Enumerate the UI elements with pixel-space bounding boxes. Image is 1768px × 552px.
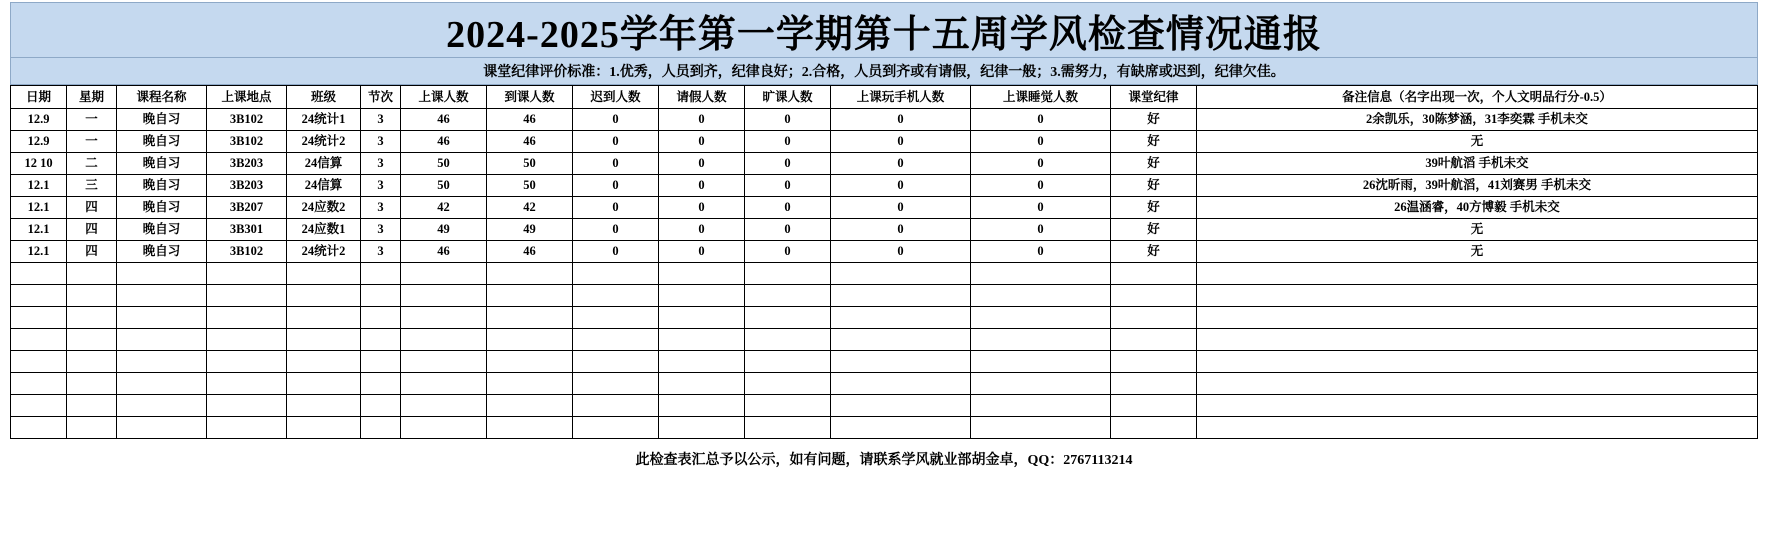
cell-attended[interactable]: 46 [487,109,573,131]
cell-late[interactable]: 0 [573,131,659,153]
cell-period[interactable]: 3 [361,219,401,241]
cell-empty[interactable] [361,373,401,395]
cell-enrolled[interactable]: 46 [401,241,487,263]
cell-phone-use[interactable]: 0 [831,153,971,175]
cell-date[interactable]: 12.9 [11,131,67,153]
cell-empty[interactable] [1111,417,1197,439]
cell-empty[interactable] [487,351,573,373]
cell-late[interactable]: 0 [573,219,659,241]
cell-discipline[interactable]: 好 [1111,219,1197,241]
cell-empty[interactable] [67,307,117,329]
cell-empty[interactable] [1111,373,1197,395]
cell-empty[interactable] [287,329,361,351]
cell-period[interactable]: 3 [361,197,401,219]
cell-empty[interactable] [971,417,1111,439]
evaluation-criteria-bar [10,58,1758,85]
cell-empty[interactable] [11,307,67,329]
cell-course[interactable]: 晚自习 [117,241,207,263]
cell-empty[interactable] [1197,373,1758,395]
cell-leave[interactable]: 0 [659,153,745,175]
cell-empty[interactable] [831,417,971,439]
cell-empty[interactable] [487,307,573,329]
cell-empty[interactable] [487,285,573,307]
cell-empty[interactable] [361,285,401,307]
table-row-empty [11,395,1758,417]
cell-class[interactable]: 24信算 [287,153,361,175]
column-header-class: 班级 [287,86,361,109]
column-header-course: 课程名称 [117,86,207,109]
cell-empty[interactable] [487,373,573,395]
cell-empty[interactable] [401,351,487,373]
cell-absent[interactable]: 0 [745,175,831,197]
cell-absent[interactable]: 0 [745,109,831,131]
cell-empty[interactable] [1197,263,1758,285]
cell-remarks[interactable]: 2余凯乐，30陈梦涵，31李奕霖 手机未交 [1197,109,1758,131]
cell-empty[interactable] [831,307,971,329]
cell-empty[interactable] [361,351,401,373]
cell-empty[interactable] [11,351,67,373]
cell-empty[interactable] [361,307,401,329]
cell-class[interactable]: 24统计2 [287,131,361,153]
evaluation-criteria-text: 课堂纪律评价标准：1.优秀，人员到齐，纪律良好；2.合格，人员到齐或有请假，纪律一般；3.需努力，有缺席或迟到，纪律欠佳。 [483,65,1285,80]
spreadsheet-sheet [0,2,1768,552]
cell-empty[interactable] [1197,417,1758,439]
cell-empty[interactable] [831,373,971,395]
document-title-bar [10,2,1758,58]
table-row [11,109,1758,131]
cell-empty[interactable] [573,329,659,351]
cell-period[interactable]: 3 [361,241,401,263]
cell-discipline[interactable]: 好 [1111,197,1197,219]
table-row [11,219,1758,241]
cell-late[interactable]: 0 [573,109,659,131]
cell-empty[interactable] [117,307,207,329]
table-row-empty [11,351,1758,373]
cell-empty[interactable] [745,351,831,373]
cell-empty[interactable] [659,373,745,395]
cell-empty[interactable] [207,329,287,351]
cell-empty[interactable] [1111,395,1197,417]
cell-empty[interactable] [659,329,745,351]
cell-discipline[interactable]: 好 [1111,109,1197,131]
column-header-remarks: 备注信息（名字出现一次，个人文明品行分-0.5） [1197,86,1758,109]
table-header-row [11,86,1758,109]
cell-empty[interactable] [401,417,487,439]
cell-empty[interactable] [117,373,207,395]
cell-empty[interactable] [573,307,659,329]
cell-empty[interactable] [659,307,745,329]
cell-date[interactable]: 12 10 [11,153,67,175]
cell-late[interactable]: 0 [573,175,659,197]
cell-empty[interactable] [11,285,67,307]
column-header-period: 节次 [361,86,401,109]
cell-empty[interactable] [831,329,971,351]
column-header-discipline: 课堂纪律 [1111,86,1197,109]
cell-empty[interactable] [1111,263,1197,285]
cell-empty[interactable] [287,307,361,329]
cell-weekday[interactable]: 四 [67,219,117,241]
cell-class[interactable]: 24应数1 [287,219,361,241]
cell-empty[interactable] [401,263,487,285]
cell-empty[interactable] [287,351,361,373]
cell-course[interactable]: 晚自习 [117,131,207,153]
cell-empty[interactable] [573,285,659,307]
cell-class[interactable]: 24信算 [287,175,361,197]
cell-empty[interactable] [971,263,1111,285]
cell-empty[interactable] [1197,351,1758,373]
cell-sleeping[interactable]: 0 [971,219,1111,241]
column-header-weekday: 星期 [67,86,117,109]
cell-empty[interactable] [361,329,401,351]
cell-empty[interactable] [67,417,117,439]
cell-leave[interactable]: 0 [659,175,745,197]
cell-empty[interactable] [573,395,659,417]
table-row [11,175,1758,197]
cell-empty[interactable] [659,395,745,417]
cell-empty[interactable] [67,395,117,417]
cell-empty[interactable] [745,307,831,329]
cell-empty[interactable] [207,373,287,395]
cell-empty[interactable] [573,351,659,373]
table-row-empty [11,263,1758,285]
cell-sleeping[interactable]: 0 [971,175,1111,197]
cell-empty[interactable] [659,351,745,373]
cell-empty[interactable] [361,263,401,285]
cell-weekday[interactable]: 四 [67,197,117,219]
cell-enrolled[interactable]: 50 [401,175,487,197]
column-header-absent: 旷课人数 [745,86,831,109]
cell-empty[interactable] [207,263,287,285]
cell-date[interactable]: 12.1 [11,241,67,263]
cell-class[interactable]: 24统计2 [287,241,361,263]
cell-empty[interactable] [401,395,487,417]
cell-enrolled[interactable]: 46 [401,109,487,131]
cell-remarks[interactable]: 26沈昕雨，39叶航滔，41刘赛男 手机未交 [1197,175,1758,197]
cell-phone-use[interactable]: 0 [831,241,971,263]
cell-sleeping[interactable]: 0 [971,241,1111,263]
cell-empty[interactable] [361,395,401,417]
cell-empty[interactable] [573,417,659,439]
cell-empty[interactable] [971,351,1111,373]
table-row-empty [11,417,1758,439]
cell-attended[interactable]: 46 [487,241,573,263]
cell-empty[interactable] [745,373,831,395]
cell-empty[interactable] [659,285,745,307]
cell-empty[interactable] [1111,285,1197,307]
column-header-sleeping: 上课睡觉人数 [971,86,1111,109]
cell-course[interactable]: 晚自习 [117,153,207,175]
cell-date[interactable]: 12.1 [11,175,67,197]
cell-empty[interactable] [971,373,1111,395]
cell-empty[interactable] [287,263,361,285]
cell-enrolled[interactable]: 50 [401,153,487,175]
cell-phone-use[interactable]: 0 [831,197,971,219]
cell-empty[interactable] [67,373,117,395]
column-header-leave: 请假人数 [659,86,745,109]
cell-leave[interactable]: 0 [659,219,745,241]
cell-empty[interactable] [659,417,745,439]
cell-class[interactable]: 24统计1 [287,109,361,131]
cell-weekday[interactable]: 四 [67,241,117,263]
cell-empty[interactable] [207,307,287,329]
cell-location[interactable]: 3B102 [207,241,287,263]
cell-empty[interactable] [745,417,831,439]
cell-remarks[interactable]: 无 [1197,241,1758,263]
cell-empty[interactable] [831,395,971,417]
cell-attended[interactable]: 49 [487,219,573,241]
cell-course[interactable]: 晚自习 [117,197,207,219]
cell-absent[interactable]: 0 [745,219,831,241]
column-header-phone-use: 上课玩手机人数 [831,86,971,109]
cell-empty[interactable] [971,285,1111,307]
cell-empty[interactable] [287,285,361,307]
cell-empty[interactable] [67,351,117,373]
cell-empty[interactable] [117,417,207,439]
cell-weekday[interactable]: 一 [67,131,117,153]
cell-empty[interactable] [117,351,207,373]
cell-location[interactable]: 3B102 [207,131,287,153]
cell-empty[interactable] [11,395,67,417]
column-header-enrolled: 上课人数 [401,86,487,109]
cell-empty[interactable] [971,395,1111,417]
cell-period[interactable]: 3 [361,131,401,153]
cell-empty[interactable] [573,263,659,285]
cell-empty[interactable] [573,373,659,395]
table-row-empty [11,307,1758,329]
cell-sleeping[interactable]: 0 [971,109,1111,131]
cell-phone-use[interactable]: 0 [831,219,971,241]
cell-date[interactable]: 12.1 [11,219,67,241]
cell-class[interactable]: 24应数2 [287,197,361,219]
table-row [11,241,1758,263]
cell-leave[interactable]: 0 [659,109,745,131]
cell-empty[interactable] [287,417,361,439]
cell-empty[interactable] [1197,329,1758,351]
cell-empty[interactable] [207,395,287,417]
cell-phone-use[interactable]: 0 [831,175,971,197]
cell-empty[interactable] [287,373,361,395]
cell-weekday[interactable]: 一 [67,109,117,131]
cell-empty[interactable] [487,417,573,439]
cell-leave[interactable]: 0 [659,131,745,153]
cell-enrolled[interactable]: 49 [401,219,487,241]
inspection-table [10,85,1758,439]
cell-empty[interactable] [401,285,487,307]
cell-empty[interactable] [11,373,67,395]
cell-period[interactable]: 3 [361,109,401,131]
cell-empty[interactable] [117,263,207,285]
cell-leave[interactable]: 0 [659,241,745,263]
cell-empty[interactable] [67,263,117,285]
cell-phone-use[interactable]: 0 [831,109,971,131]
cell-empty[interactable] [67,329,117,351]
column-header-late: 迟到人数 [573,86,659,109]
cell-discipline[interactable]: 好 [1111,175,1197,197]
table-row [11,131,1758,153]
cell-location[interactable]: 3B203 [207,153,287,175]
cell-empty[interactable] [487,329,573,351]
cell-empty[interactable] [287,395,361,417]
column-header-location: 上课地点 [207,86,287,109]
table-row [11,153,1758,175]
page-title: 2024-2025学年第一学期第十五周学风检查情况通报 [446,13,1322,56]
cell-discipline[interactable]: 好 [1111,131,1197,153]
column-header-date: 日期 [11,86,67,109]
cell-empty[interactable] [361,417,401,439]
cell-empty[interactable] [659,263,745,285]
cell-absent[interactable]: 0 [745,153,831,175]
cell-empty[interactable] [831,263,971,285]
cell-course[interactable]: 晚自习 [117,175,207,197]
cell-empty[interactable] [67,285,117,307]
cell-empty[interactable] [401,307,487,329]
cell-period[interactable]: 3 [361,153,401,175]
cell-empty[interactable] [971,307,1111,329]
cell-empty[interactable] [207,351,287,373]
cell-empty[interactable] [487,395,573,417]
cell-empty[interactable] [487,263,573,285]
cell-late[interactable]: 0 [573,153,659,175]
table-body [11,109,1758,439]
cell-absent[interactable]: 0 [745,241,831,263]
cell-location[interactable]: 3B207 [207,197,287,219]
cell-empty[interactable] [1111,307,1197,329]
table-header [11,86,1758,109]
cell-empty[interactable] [117,395,207,417]
cell-empty[interactable] [11,329,67,351]
cell-location[interactable]: 3B203 [207,175,287,197]
cell-weekday[interactable]: 三 [67,175,117,197]
cell-sleeping[interactable]: 0 [971,131,1111,153]
cell-discipline[interactable]: 好 [1111,153,1197,175]
cell-late[interactable]: 0 [573,197,659,219]
table-row-empty [11,373,1758,395]
cell-absent[interactable]: 0 [745,131,831,153]
cell-date[interactable]: 12.9 [11,109,67,131]
cell-phone-use[interactable]: 0 [831,131,971,153]
cell-empty[interactable] [831,351,971,373]
cell-empty[interactable] [11,417,67,439]
cell-empty[interactable] [745,285,831,307]
footer-note-bar [10,439,1758,479]
cell-empty[interactable] [11,263,67,285]
cell-remarks[interactable]: 39叶航滔 手机未交 [1197,153,1758,175]
cell-remarks[interactable]: 26温涵睿，40方博毅 手机未交 [1197,197,1758,219]
cell-late[interactable]: 0 [573,241,659,263]
cell-empty[interactable] [207,417,287,439]
cell-empty[interactable] [1197,395,1758,417]
cell-empty[interactable] [207,285,287,307]
cell-attended[interactable]: 50 [487,175,573,197]
cell-course[interactable]: 晚自习 [117,219,207,241]
cell-absent[interactable]: 0 [745,197,831,219]
cell-empty[interactable] [401,373,487,395]
cell-empty[interactable] [745,329,831,351]
table-row [11,197,1758,219]
cell-sleeping[interactable]: 0 [971,153,1111,175]
cell-weekday[interactable]: 二 [67,153,117,175]
cell-empty[interactable] [745,395,831,417]
footer-note: 此检查表汇总予以公示，如有问题，请联系学风就业部胡金卓，QQ：2767113214 [635,453,1133,468]
cell-attended[interactable]: 46 [487,131,573,153]
cell-date[interactable]: 12.1 [11,197,67,219]
cell-remarks[interactable]: 无 [1197,131,1758,153]
column-header-attended: 到课人数 [487,86,573,109]
table-row-empty [11,285,1758,307]
cell-enrolled[interactable]: 42 [401,197,487,219]
cell-leave[interactable]: 0 [659,197,745,219]
cell-empty[interactable] [117,329,207,351]
cell-empty[interactable] [831,285,971,307]
cell-enrolled[interactable]: 46 [401,131,487,153]
cell-empty[interactable] [1197,285,1758,307]
cell-empty[interactable] [1111,351,1197,373]
cell-period[interactable]: 3 [361,175,401,197]
table-row-empty [11,329,1758,351]
cell-empty[interactable] [1111,329,1197,351]
cell-attended[interactable]: 42 [487,197,573,219]
cell-location[interactable]: 3B102 [207,109,287,131]
cell-sleeping[interactable]: 0 [971,197,1111,219]
cell-empty[interactable] [971,329,1111,351]
cell-course[interactable]: 晚自习 [117,109,207,131]
cell-discipline[interactable]: 好 [1111,241,1197,263]
cell-attended[interactable]: 50 [487,153,573,175]
cell-empty[interactable] [745,263,831,285]
cell-location[interactable]: 3B301 [207,219,287,241]
cell-empty[interactable] [117,285,207,307]
cell-empty[interactable] [1197,307,1758,329]
cell-empty[interactable] [401,329,487,351]
cell-remarks[interactable]: 无 [1197,219,1758,241]
